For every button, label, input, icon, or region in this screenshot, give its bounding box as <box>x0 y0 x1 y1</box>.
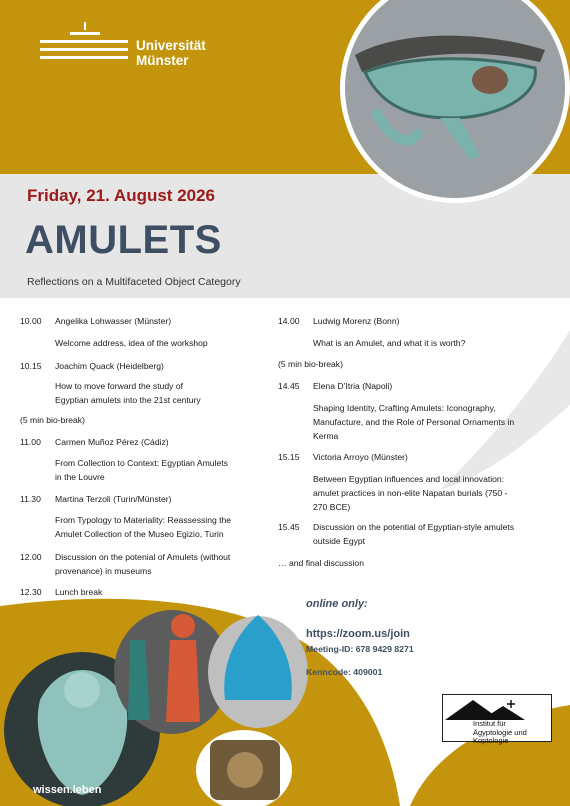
program-desc-line: Amulet Collection of the Museo Egizio, Turin <box>55 529 224 539</box>
program-speaker: Lunch break <box>55 587 103 597</box>
program-time: 10.15 <box>20 361 42 371</box>
program-closing: … and final discussion <box>278 558 364 568</box>
program-description <box>55 336 275 350</box>
program-desc-line: in the Louvre <box>55 472 105 482</box>
program-speaker: Ludwig Morenz (Bonn) <box>313 316 400 326</box>
event-title: AMULETS <box>25 218 222 262</box>
program-speaker <box>313 520 548 548</box>
program-speaker: Martina Terzoli (Turin/Münster) <box>55 494 172 504</box>
program-description <box>55 379 275 407</box>
program-speaker: Joachim Quack (Heidelberg) <box>55 361 164 371</box>
program-desc-line: Shaping Identity, Crafting Amulets: Iconography, <box>313 403 496 413</box>
program-desc-line: From Collection to Context: Egyptian Amulets <box>55 458 228 468</box>
institute-logo <box>442 694 552 745</box>
program-desc-line: What is an Amulet, and what it is worth? <box>313 338 466 348</box>
institute-name <box>473 720 551 746</box>
event-date: Friday, 21. August 2026 <box>27 186 216 205</box>
program-speaker <box>55 550 280 578</box>
program-desc-line: Manufacture, and the Role of Personal Ornaments in <box>313 417 515 427</box>
meeting-code: Kenncode: 409001 <box>306 667 383 677</box>
program-time: 14.45 <box>278 381 300 391</box>
program-desc-line: Egyptian amulets into the 21st century <box>55 395 201 405</box>
program-speaker-line: provenance) in museums <box>55 566 152 576</box>
university-name-line1: Universität <box>136 38 206 53</box>
program-time: 14.00 <box>278 316 300 326</box>
program-desc-line: Between Egyptian influences and local innovation: <box>313 474 505 484</box>
program-speaker-line: Discussion on the potenial of Amulets (without <box>55 552 231 562</box>
program-description <box>55 513 275 541</box>
program-speaker-line: outside Egypt <box>313 536 366 546</box>
institute-name-line2: Ägyptologie und Koptologie <box>473 727 527 745</box>
university-logo-icon <box>40 22 128 68</box>
event-subtitle: Reflections on a Multifaceted Object Category <box>27 276 241 288</box>
program-time: 12.00 <box>20 552 42 562</box>
zoom-link[interactable]: https://zoom.us/join <box>306 628 410 640</box>
program-time: 11.30 <box>20 494 41 504</box>
footer-slogan: wissen.leben <box>33 784 102 796</box>
online-only-label: online only: <box>306 598 368 610</box>
program-break: (5 min bio-break) <box>278 359 343 369</box>
program-desc-line: amulet practices in non-elite Napatan burials (750 - <box>313 488 508 498</box>
meeting-id: Meeting-ID: 678 9429 8271 <box>306 644 414 654</box>
program-description <box>313 401 548 443</box>
program-time: 15.45 <box>278 522 300 532</box>
institute-name-line1: Institut für <box>473 719 506 728</box>
program-desc-line: Welcome address, idea of the workshop <box>55 338 208 348</box>
program-speaker: Victoria Arroyo (Münster) <box>313 452 408 462</box>
program-speaker: Elena D’Itria (Napoli) <box>313 381 393 391</box>
university-name-line2: Münster <box>136 53 189 68</box>
program-description <box>55 456 275 484</box>
program-speaker: Angelika Lohwasser (Münster) <box>55 316 172 326</box>
program-description <box>313 336 548 350</box>
pyramid-icon <box>445 698 525 720</box>
program-time: 15.15 <box>278 452 300 462</box>
program-desc-line: How to move forward the study of <box>55 381 184 391</box>
program-time: 11.00 <box>20 437 41 447</box>
program-desc-line: 270 BCE) <box>313 502 351 512</box>
program-desc-line: From Typology to Materiality: Reassessing the <box>55 515 232 525</box>
program-break: (5 min bio-break) <box>20 415 85 425</box>
program-speaker-line: Discussion on the potential of Egyptian-style amulets <box>313 522 515 532</box>
program-description <box>313 472 548 514</box>
program-speaker: Carmen Muñoz Pérez (Cádiz) <box>55 437 169 447</box>
program-time: 10.00 <box>20 316 42 326</box>
program-time: 12.30 <box>20 587 42 597</box>
program-desc-line: Kerma <box>313 431 339 441</box>
university-name <box>136 38 206 68</box>
